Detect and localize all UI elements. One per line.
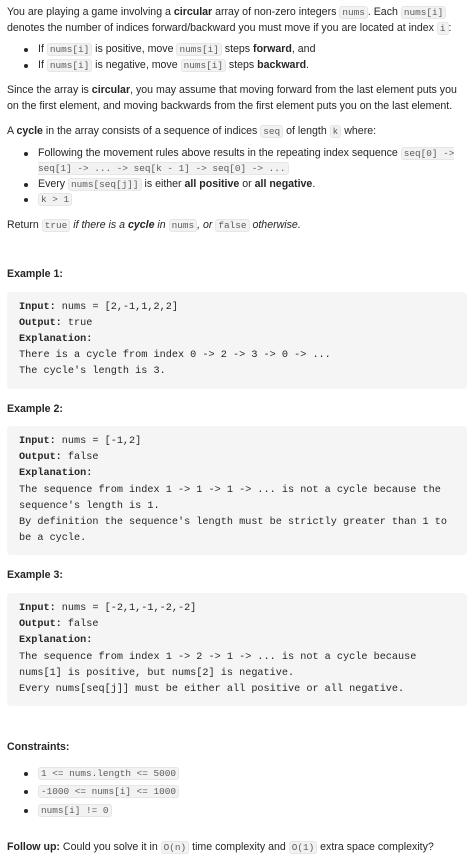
example-input: nums = [2,-1,1,2,2] (55, 301, 178, 313)
inline-code: nums (339, 6, 368, 19)
return-statement (7, 218, 467, 234)
text: . Each (367, 6, 401, 18)
bold-text: cycle (127, 218, 155, 231)
output-label: Output: (19, 452, 62, 464)
example-explanation: There is a cycle from index 0 -> 2 -> 3 -> 0 -> ... The cycle's length is 3. (19, 350, 331, 378)
text: is either (141, 177, 185, 190)
circular-note (7, 83, 467, 114)
text: If (38, 58, 47, 71)
constraint-item (24, 766, 467, 782)
example-explanation: The sequence from index 1 -> 1 -> 1 -> ... is not a cycle because the sequence's length is 1. By definition the sequence's length must be strictly greater than 1 to be a cycle. (19, 484, 447, 545)
text: if there is a (70, 218, 128, 231)
example-explanation: The sequence from index 1 -> 2 -> 1 -> ... is not a cycle because nums[1] is positive, but nums[2] is negative. Every nums[seq[j]] must be either all positive or all negative. (19, 651, 417, 695)
list-item (24, 58, 467, 74)
text: in the array consists of a sequence of indices (42, 125, 261, 137)
inline-code: true (42, 219, 71, 232)
explanation-label: Explanation: (19, 468, 93, 480)
input-label: Input: (19, 301, 56, 313)
text: . (312, 177, 316, 190)
example-input: nums = [-2,1,-1,-2,-2] (55, 602, 197, 614)
inline-code: O(1) (289, 841, 318, 854)
text: denotes the number of indices forward/backward you must move if you are located at index (7, 21, 437, 34)
inline-code: nums[i] (47, 59, 92, 72)
text: steps (221, 43, 254, 55)
text: Following the movement rules above results in the repeating index sequence (38, 146, 401, 159)
list-item (24, 177, 467, 193)
bold-text: circular (173, 6, 213, 18)
text: is positive, move (92, 43, 177, 55)
bold-text: all positive (184, 177, 240, 190)
list-item (24, 192, 467, 208)
example-output: true (61, 317, 93, 329)
text: Every (38, 177, 69, 190)
example-1-block (7, 292, 467, 389)
cycle-rules-list (7, 146, 467, 208)
inline-code: 1 <= nums.length <= 5000 (38, 767, 179, 780)
text: , or (197, 218, 216, 231)
output-label: Output: (19, 619, 62, 631)
text: time complexity and (189, 841, 289, 854)
text: steps (225, 58, 258, 71)
example-output: false (61, 452, 99, 464)
inline-code: nums[seq[j]] (68, 178, 142, 191)
example-1-title: Example 1: (7, 268, 63, 280)
bold-text: circular (91, 84, 131, 96)
inline-code: k (330, 125, 342, 138)
bold-text: all negative (254, 177, 313, 190)
cycle-definition (7, 124, 467, 140)
example-2-title: Example 2: (7, 402, 63, 415)
inline-code: seq[0] -> seq[1] -> ... -> seq[k - 1] -> seq[0] -> ... (38, 147, 455, 174)
inline-code: nums (169, 219, 198, 232)
inline-code: nums[i] (176, 43, 221, 56)
example-3-title: Example 3: (7, 569, 63, 582)
inline-code: seq (260, 125, 283, 138)
text: , and (291, 43, 316, 55)
text: A (7, 125, 17, 137)
text: of length (283, 125, 330, 137)
text: Could you solve it in (59, 841, 161, 854)
input-label: Input: (19, 436, 56, 448)
text: extra space complexity? (317, 841, 434, 854)
input-label: Input: (19, 602, 56, 614)
example-2-block (7, 426, 467, 555)
explanation-label: Explanation: (19, 333, 93, 345)
follow-up (7, 840, 467, 856)
inline-code: nums[i] (401, 6, 446, 19)
follow-up-label: Follow up: (7, 841, 60, 854)
text: where: (341, 125, 377, 137)
example-3-block (7, 593, 467, 706)
constraints-list (7, 766, 467, 819)
inline-code: -1000 <= nums[i] <= 1000 (38, 785, 179, 798)
text: in (154, 218, 169, 231)
example-input: nums = [-1,2] (55, 436, 142, 448)
text: , you may assume that moving forward from the last element puts you on the first element, and moving backwards from the first element puts you on the last element. (7, 84, 457, 112)
text: is negative, move (92, 58, 181, 71)
movement-rules-list (7, 42, 467, 73)
list-item (24, 42, 467, 58)
output-label: Output: (19, 317, 62, 329)
constraint-item (24, 784, 467, 800)
inline-code: false (215, 219, 249, 232)
inline-code: k > 1 (38, 193, 72, 206)
constraints-title: Constraints: (7, 741, 70, 754)
inline-code: nums[i] != 0 (38, 804, 112, 817)
text: Return (7, 218, 42, 231)
inline-code: O(n) (161, 841, 190, 854)
list-item (24, 146, 467, 177)
constraint-item (24, 803, 467, 819)
inline-code: nums[i] (181, 59, 226, 72)
text: or (239, 177, 255, 190)
explanation-label: Explanation: (19, 635, 93, 647)
text: You are playing a game involving a (7, 6, 174, 18)
text: Since the array is (7, 84, 92, 96)
text: otherwise. (249, 218, 301, 231)
inline-code: nums[i] (47, 43, 92, 56)
text: array of non-zero integers (212, 6, 340, 18)
text: If (38, 43, 47, 55)
intro-paragraph (7, 5, 467, 36)
bold-text: forward (253, 43, 292, 55)
inline-code: i (437, 22, 449, 35)
bold-text: backward (257, 58, 307, 71)
text: . (306, 58, 309, 71)
bold-text: cycle (16, 125, 43, 137)
text: : (448, 21, 452, 34)
example-output: false (61, 619, 99, 631)
